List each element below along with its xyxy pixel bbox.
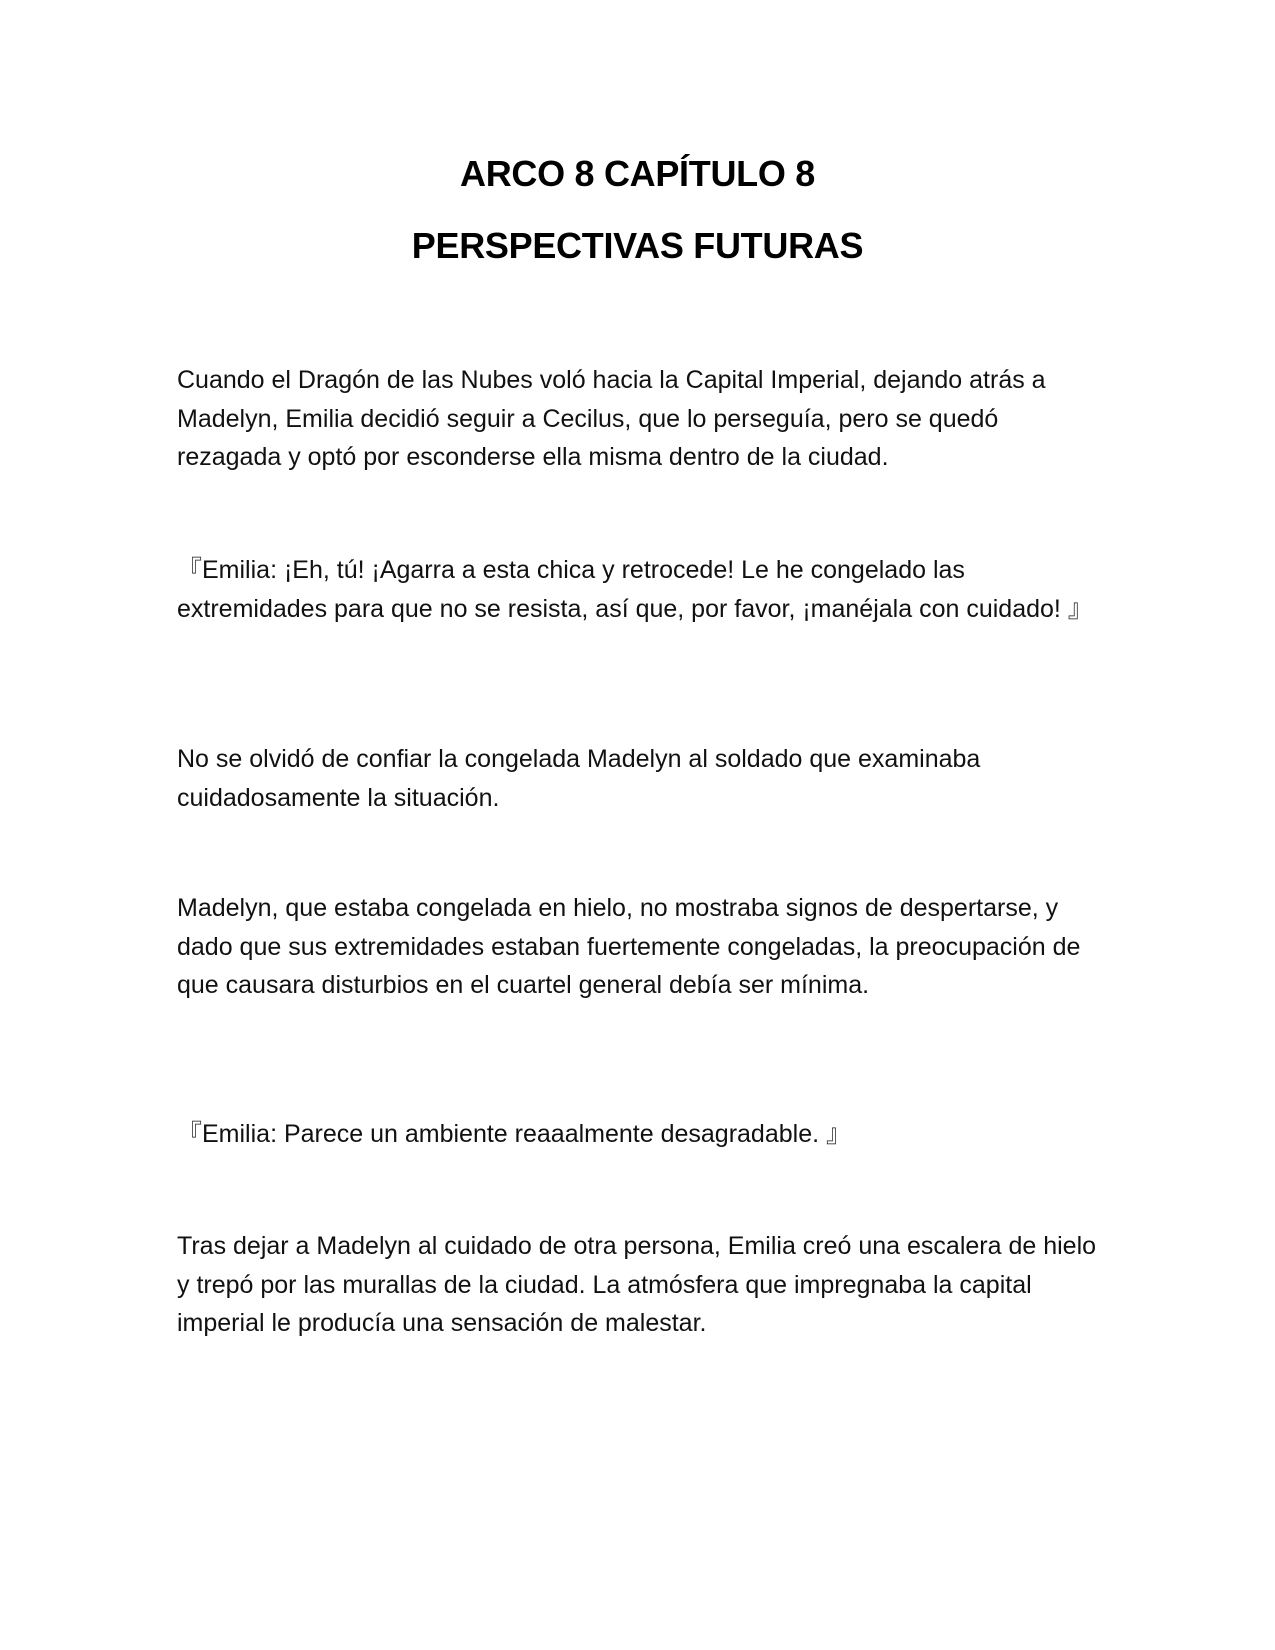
chapter-title: ARCO 8 CAPÍTULO 8 xyxy=(460,153,815,194)
paragraph-4: Tras dejar a Madelyn al cuidado de otra persona, Emilia creó una escalera de hielo y trepó por las murallas de la ciudad. La atmósfera que impregnaba la capital imperial le producía una sensación de malestar. xyxy=(177,1232,1097,1337)
chapter-subtitle: PERSPECTIVAS FUTURAS xyxy=(411,225,864,266)
paragraph-1: Cuando el Dragón de las Nubes voló hacia la Capital Imperial, dejando atrás a Madelyn, Emilia decidió seguir a Cecilus, que lo perseguía, pero se quedó rezagada y optó por esconderse ella misma dentro de la ciudad. xyxy=(177,366,1046,471)
paragraph-3: Madelyn, que estaba congelada en hielo, no mostraba signos de despertarse, y dado que sus extremidades estaban fuertemente congeladas, la preocupación de que causara disturbios en el cuartel general debía ser mínima. xyxy=(177,894,1081,999)
paragraph-2: No se olvidó de confiar la congelada Madelyn al soldado que examinaba cuidadosamente la situación. xyxy=(177,745,981,812)
dialogue-1: 『Emilia: ¡Eh, tú! ¡Agarra a esta chica y retrocede! Le he congelado las extremidades para que no se resista, así que, por favor, ¡manéjala con cuidado! 』 xyxy=(177,556,1093,623)
dialogue-2: 『Emilia: Parece un ambiente reaaalmente desagradable. 』 xyxy=(177,1120,851,1148)
